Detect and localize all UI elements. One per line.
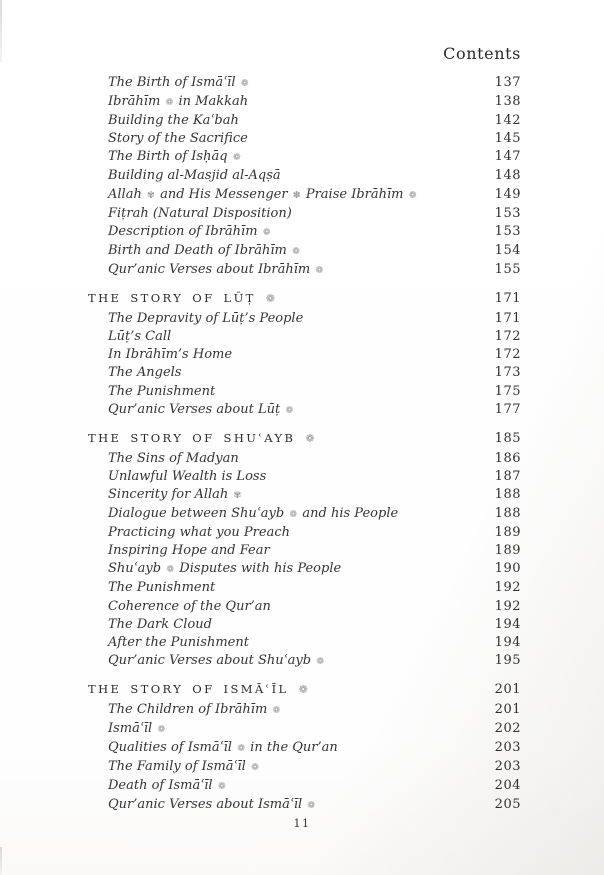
toc-entry <box>88 542 521 560</box>
toc-entry <box>88 167 521 185</box>
toc-entry <box>88 93 521 112</box>
toc-entry <box>88 450 521 468</box>
toc-heading-page-number: 185 <box>494 430 521 446</box>
toc-entry-title: Fiṭrah (Natural Disposition) <box>108 205 292 221</box>
toc-entry-title: Qualities of Ismāʿīl ❁ in the Qur’an <box>108 740 338 756</box>
toc-entry-title: Shuʿayb ❁ Disputes with his People <box>108 561 342 577</box>
toc-entry <box>88 364 521 382</box>
alayhis-salam-ornament-icon: ❁ <box>157 724 166 736</box>
alayhis-salam-ornament-icon: ❁ <box>265 292 276 306</box>
toc-entry-page-number: 149 <box>494 186 521 202</box>
toc-entry-page-number: 201 <box>494 702 521 717</box>
toc-entry <box>88 796 521 815</box>
toc-entry-page-number: 175 <box>494 383 521 399</box>
toc-entry-page-number: 186 <box>494 450 521 466</box>
toc-entry <box>88 205 521 223</box>
footer-page-number: 11 <box>293 817 311 830</box>
subhanahu-wa-taala-ornament-icon: ✾ <box>146 189 155 201</box>
toc-entry-title: Sincerity for Allah ✾ <box>108 486 242 502</box>
alayhis-salam-ornament-icon: ❁ <box>262 226 271 238</box>
toc-entry-title: After the Punishment <box>108 634 249 650</box>
toc-entry <box>88 383 521 401</box>
toc-heading-title: THE STORY OF SHUʿAYB ❁ <box>88 430 315 445</box>
toc-entry-title: Story of the Sacrifice <box>108 131 248 147</box>
toc-entry-page-number: 177 <box>494 401 521 417</box>
alayhis-salam-ornament-icon: ❁ <box>232 152 241 164</box>
toc-entry-title: Coherence of the Qur’an <box>108 598 271 614</box>
toc-entry-page-number: 147 <box>494 149 521 165</box>
toc-entry-title: The Depravity of Lūṭ’s People <box>108 311 304 327</box>
toc-section-heading <box>88 289 521 308</box>
toc-entry-page-number: 192 <box>494 580 521 596</box>
toc-entry <box>88 739 521 758</box>
toc-entry-page-number: 154 <box>494 242 521 258</box>
toc-entry <box>88 74 521 93</box>
toc-entry-title: The Angels <box>108 365 182 381</box>
toc-entry-title: Description of Ibrāhīm ❁ <box>108 223 271 239</box>
toc-entry-page-number: 189 <box>494 543 521 559</box>
toc-entry-page-number: 148 <box>494 168 521 184</box>
toc-entry <box>88 652 521 671</box>
alayhis-salam-ornament-icon: ❁ <box>316 655 325 667</box>
toc-section-heading <box>88 429 521 448</box>
toc-entry-page-number: 189 <box>494 525 521 541</box>
toc-entry-title: Inspiring Hope and Fear <box>108 543 270 559</box>
toc-entry-page-number: 205 <box>494 797 521 813</box>
toc-entry <box>88 310 521 328</box>
toc-entry <box>88 524 521 542</box>
alayhis-salam-ornament-icon: ❁ <box>272 705 281 716</box>
toc-entry-title: Birth and Death of Ibrāhīm ❁ <box>108 242 300 258</box>
toc-entry <box>88 777 521 796</box>
table-of-contents <box>88 74 521 816</box>
scan-edge-artifact <box>0 847 2 875</box>
toc-entry-page-number: 188 <box>494 486 521 502</box>
subhanahu-wa-taala-ornament-icon: ✾ <box>233 489 242 501</box>
toc-section <box>88 289 521 420</box>
toc-entry-page-number: 192 <box>494 598 521 614</box>
toc-entry-page-number: 202 <box>494 721 521 737</box>
toc-entry-title: Building the Kaʿbah <box>108 113 239 129</box>
toc-entry-page-number: 138 <box>494 94 521 110</box>
toc-entry-page-number: 145 <box>494 131 521 147</box>
alayhis-salam-ornament-icon: ❁ <box>240 78 249 89</box>
toc-entry-page-number: 194 <box>494 634 521 650</box>
toc-entry-page-number: 155 <box>494 261 521 277</box>
toc-entry-title: Qur’anic Verses about Shuʿayb ❁ <box>108 652 325 668</box>
toc-section <box>88 680 521 816</box>
toc-entry <box>88 346 521 364</box>
toc-entry <box>88 186 521 205</box>
toc-section <box>88 74 521 280</box>
toc-entry <box>88 468 521 486</box>
toc-entry-page-number: 194 <box>494 616 521 632</box>
toc-section-heading <box>88 680 521 699</box>
toc-entry-title: In Ibrāhīm’s Home <box>108 347 233 363</box>
toc-entry-title: Practicing what you Preach <box>108 525 290 541</box>
alayhis-salam-ornament-icon: ❁ <box>217 781 226 793</box>
toc-entry <box>88 634 521 652</box>
toc-entry-title: The Family of Ismāʿīl ❁ <box>108 759 259 775</box>
toc-entry-page-number: 204 <box>494 778 521 794</box>
alayhis-salam-ornament-icon: ❁ <box>237 743 246 755</box>
toc-entry-title: Qur’anic Verses about Lūṭ ❁ <box>108 401 294 417</box>
toc-entry <box>88 148 521 167</box>
toc-entry-title: Dialogue between Shuʿayb ❁ and his People <box>108 506 399 522</box>
running-header-contents: Contents <box>443 44 521 63</box>
toc-entry <box>88 616 521 634</box>
toc-entry-title: Ibrāhīm ❁ in Makkah <box>108 94 249 110</box>
toc-entry-page-number: 172 <box>494 329 521 345</box>
toc-entry-title: The Birth of Ismāʿīl ❁ <box>108 75 249 90</box>
toc-entry <box>88 560 521 579</box>
toc-entry-title: The Children of Ibrāhīm ❁ <box>108 702 281 717</box>
toc-entry-page-number: 153 <box>494 223 521 239</box>
alayhis-salam-ornament-icon: ❁ <box>289 509 298 521</box>
toc-entry <box>88 598 521 616</box>
toc-entry-page-number: 203 <box>494 759 521 775</box>
alayhis-salam-ornament-icon: ❁ <box>315 264 324 276</box>
toc-entry <box>88 701 521 720</box>
toc-entry-page-number: 153 <box>494 205 521 221</box>
toc-entry-page-number: 173 <box>494 365 521 381</box>
toc-entry-title: Building al-Masjid al-Aqṣā <box>108 168 281 184</box>
toc-entry <box>88 112 521 130</box>
toc-entry-title: Allah ✾ and His Messenger ✽ Praise Ibrāhīm ❁ <box>108 186 417 202</box>
toc-entry-title: Ismāʿīl ❁ <box>108 721 166 737</box>
toc-entry-title: The Birth of Isḥāq ❁ <box>108 149 241 165</box>
toc-entry <box>88 261 521 280</box>
toc-section <box>88 429 521 671</box>
toc-entry-title: Lūṭ’s Call <box>108 329 172 345</box>
sallallahu-alayhi-wasallam-ornament-icon: ✽ <box>292 189 301 201</box>
toc-entry <box>88 328 521 346</box>
toc-heading-page-number: 201 <box>494 681 521 697</box>
toc-entry <box>88 401 521 420</box>
alayhis-salam-ornament-icon: ❁ <box>408 189 417 201</box>
toc-entry-title: The Sins of Madyan <box>108 450 239 466</box>
toc-entry <box>88 758 521 777</box>
toc-heading-title: THE STORY OF ISMĀʿĪL ❁ <box>88 681 308 696</box>
toc-entry-page-number: 190 <box>494 561 521 577</box>
toc-entry-page-number: 137 <box>494 75 521 90</box>
toc-entry <box>88 720 521 739</box>
toc-entry <box>88 486 521 505</box>
toc-entry-title: The Dark Cloud <box>108 616 212 632</box>
toc-entry <box>88 505 521 524</box>
toc-heading-title: THE STORY OF LŪṬ ❁ <box>88 291 276 306</box>
toc-entry <box>88 130 521 148</box>
toc-entry-page-number: 187 <box>494 468 521 484</box>
alayhis-salam-ornament-icon: ❁ <box>307 800 316 812</box>
scan-edge-artifact <box>0 0 2 62</box>
alayhis-salam-ornament-icon: ❁ <box>298 682 308 696</box>
toc-entry-title: The Punishment <box>108 383 216 399</box>
toc-entry-page-number: 195 <box>494 652 521 668</box>
alayhis-salam-ornament-icon: ❁ <box>165 97 174 109</box>
alayhis-salam-ornament-icon: ❁ <box>292 245 300 257</box>
alayhis-salam-ornament-icon: ❁ <box>285 404 294 416</box>
toc-entry <box>88 223 521 242</box>
toc-entry-page-number: 188 <box>494 506 521 522</box>
toc-entry-title: Unlawful Wealth is Loss <box>108 468 267 484</box>
alayhis-salam-ornament-icon: ❁ <box>166 564 175 576</box>
toc-entry-title: The Punishment <box>108 580 216 596</box>
toc-entry-page-number: 171 <box>494 311 521 327</box>
toc-entry <box>88 579 521 597</box>
toc-entry <box>88 242 521 261</box>
toc-entry-page-number: 172 <box>494 347 521 363</box>
toc-entry-title: Qur’anic Verses about Ismāʿīl ❁ <box>108 797 316 813</box>
toc-entry-page-number: 142 <box>494 113 521 129</box>
toc-entry-title: Death of Ismāʿīl ❁ <box>108 778 226 794</box>
toc-entry-page-number: 203 <box>494 740 521 756</box>
alayhis-salam-ornament-icon: ❁ <box>305 431 315 445</box>
toc-heading-page-number: 171 <box>494 291 521 307</box>
toc-entry-title: Qur’anic Verses about Ibrāhīm ❁ <box>108 261 324 277</box>
alayhis-salam-ornament-icon: ❁ <box>250 762 259 774</box>
